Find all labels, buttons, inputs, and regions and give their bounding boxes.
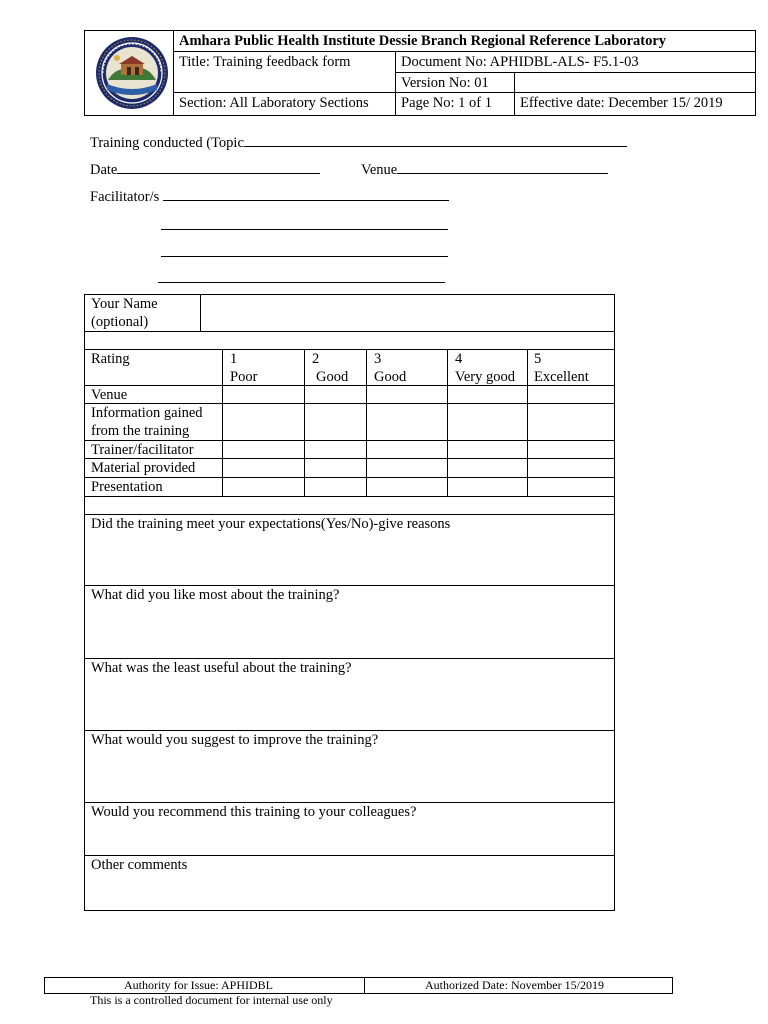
criterion-information-line2: from the training — [91, 423, 190, 439]
scale-2-number: 2 — [312, 351, 320, 367]
scale-4-number: 4 — [455, 351, 463, 367]
scale-5-label: Excellent — [534, 369, 589, 385]
controlled-document-note: This is a controlled document for internal use only — [90, 993, 333, 1007]
your-name-input[interactable] — [201, 295, 614, 331]
scale-5-number: 5 — [534, 351, 542, 367]
question-other-comments: Other comments — [91, 857, 188, 873]
scale-4-label: Very good — [455, 369, 516, 385]
facilitator-field[interactable] — [90, 187, 449, 206]
scale-1-label: Poor — [230, 369, 258, 385]
criterion-material: Material provided — [91, 460, 196, 476]
training-topic-field[interactable] — [90, 133, 627, 152]
authority-for-issue: Authority for Issue: APHIDBL — [124, 978, 273, 992]
date-line[interactable] — [117, 160, 320, 174]
criterion-trainer: Trainer/facilitator — [91, 442, 194, 458]
question-liked-most: What did you like most about the training? — [91, 587, 340, 603]
venue-field[interactable] — [361, 160, 608, 179]
footer-box — [44, 977, 673, 994]
facilitator-line-1[interactable] — [163, 187, 449, 201]
question-recommend: Would you recommend this training to your colleagues? — [91, 804, 417, 820]
page-number: Page No: 1 of 1 — [401, 95, 493, 111]
form-title: Title: Training feedback form — [179, 54, 351, 70]
effective-date: Effective date: December 15/ 2019 — [520, 95, 723, 111]
facilitator-label: Facilitator/s — [90, 189, 160, 205]
date-label: Date — [90, 162, 118, 178]
facilitator-line-3[interactable] — [161, 256, 448, 257]
training-topic-label: Training conducted (Topic — [90, 135, 244, 151]
authorized-date: Authorized Date: November 15/2019 — [425, 978, 604, 992]
venue-line[interactable] — [397, 160, 608, 174]
question-least-useful: What was the least useful about the training? — [91, 660, 352, 676]
section-label: Section: All Laboratory Sections — [179, 95, 369, 111]
question-expectations: Did the training meet your expectations(Yes/No)-give reasons — [91, 516, 451, 532]
facilitator-line-4[interactable] — [158, 282, 445, 283]
institute-name: Amhara Public Health Institute Dessie Branch Regional Reference Laboratory — [179, 33, 667, 49]
question-improve: What would you suggest to improve the training? — [91, 732, 379, 748]
scale-1-number: 1 — [230, 351, 238, 367]
facilitator-line-2[interactable] — [161, 229, 448, 230]
feedback-table — [84, 294, 615, 911]
version-number: Version No: 01 — [401, 75, 489, 91]
criterion-presentation: Presentation — [91, 479, 163, 495]
document-number: Document No: APHIDBL-ALS- F5.1-03 — [401, 54, 639, 70]
training-topic-line[interactable] — [244, 133, 627, 147]
scale-2-label: Good — [316, 369, 349, 385]
date-field[interactable] — [90, 160, 320, 179]
venue-label: Venue — [361, 162, 398, 178]
your-name-label: Your Name — [91, 296, 158, 312]
document-header-table — [84, 30, 756, 116]
scale-3-label: Good — [374, 369, 407, 385]
optional-label: (optional) — [91, 314, 149, 330]
criterion-venue: Venue — [91, 387, 128, 403]
institute-logo — [93, 34, 171, 112]
scale-3-number: 3 — [374, 351, 382, 367]
rating-label: Rating — [91, 351, 130, 367]
criterion-information-line1: Information gained — [91, 405, 203, 421]
